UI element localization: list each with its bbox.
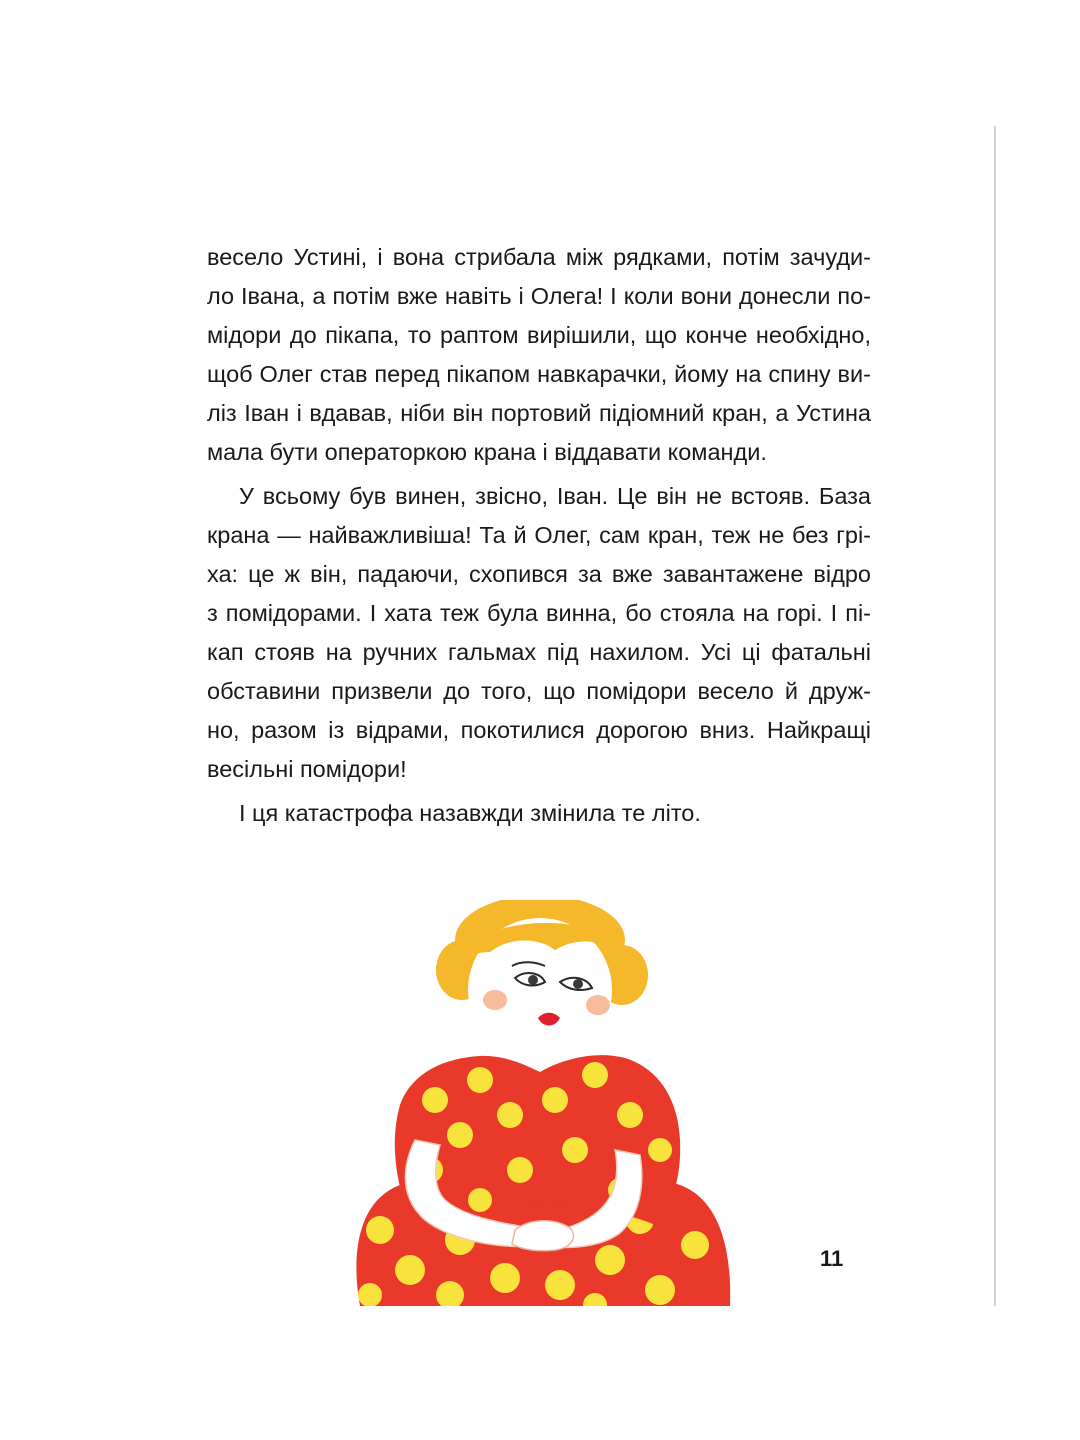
- text-line: но, разом із відрами, покотилися дорогою вниз. Найкращі: [207, 717, 871, 743]
- text-line: весільні помідори!: [207, 756, 407, 782]
- text-line: ліз Іван і вдавав, ніби він портовий підіомний кран, а Устина: [207, 400, 871, 426]
- text-line: кап стояв на ручних гальмах під нахилом. Усі ці фатальні: [207, 639, 871, 665]
- text-line: обставини призвели до того, що помідори весело й друж-: [207, 678, 871, 704]
- girl-illustration: [340, 900, 740, 1306]
- hands: [512, 1221, 574, 1251]
- text-line: У всьому був винен, звісно, Іван. Це він не встояв. База: [239, 483, 871, 509]
- text-line: ло Івана, а потім вже навіть і Олега! І коли вони донесли по-: [207, 283, 871, 309]
- text-line: щоб Олег став перед пікапом навкарачки, йому на спину ви-: [207, 361, 871, 387]
- text-line: з помідорами. І хата теж була винна, бо стояла на горі. І пі-: [207, 600, 871, 626]
- text-line: весело Устині, і вона стрибала між рядками, потім зачуди-: [207, 244, 871, 270]
- page-edge-line: [994, 126, 996, 1306]
- text-line: мала бути операторкою крана і віддавати команди.: [207, 439, 767, 465]
- body-text: [207, 238, 871, 833]
- text-line: мідори до пікапа, то раптом вирішили, що конче необхідно,: [207, 322, 871, 348]
- page-number: 11: [820, 1246, 844, 1271]
- text-line: І ця катастрофа назавжди змінила те літо.: [239, 800, 701, 826]
- text-line: крана — найважливіша! Та й Олег, сам кран, теж не без грі-: [207, 522, 871, 548]
- text-line: ха: це ж він, падаючи, схопився за вже завантажене відро: [207, 561, 871, 587]
